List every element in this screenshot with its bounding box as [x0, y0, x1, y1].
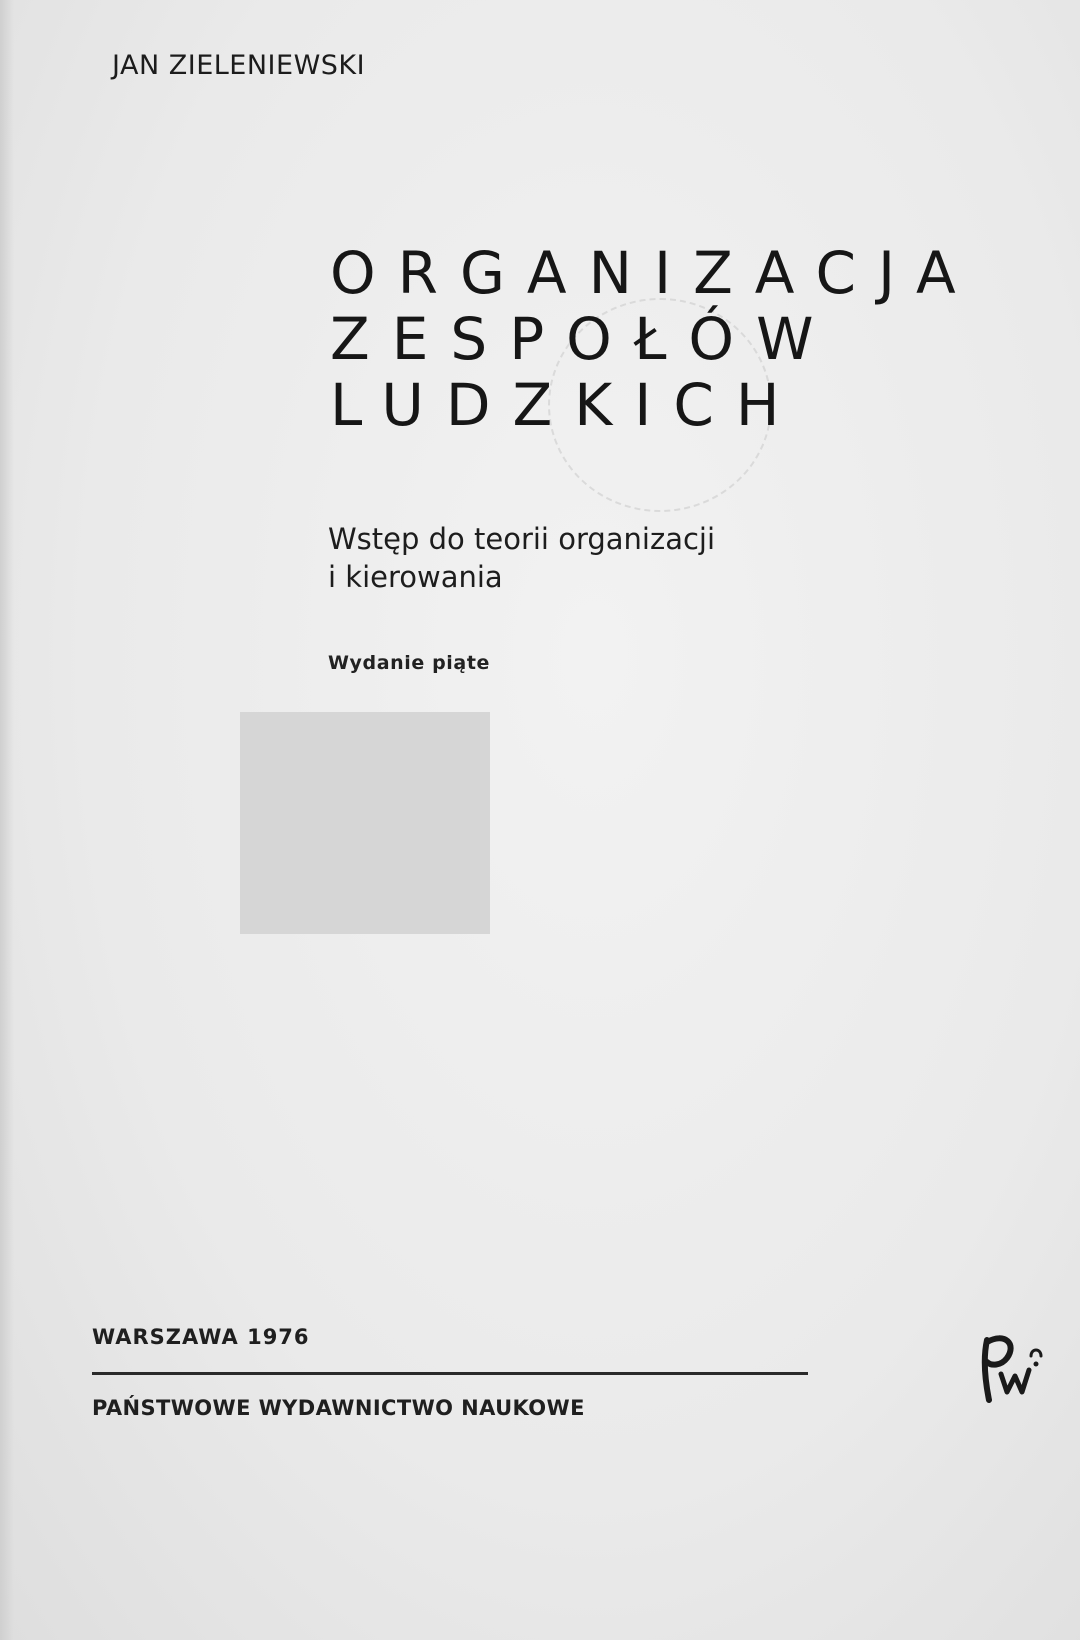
- subtitle-line-1: Wstęp do teorii organizacji: [328, 522, 716, 556]
- place-and-year: WARSZAWA 1976: [92, 1325, 310, 1349]
- publisher-name: PAŃSTWOWE WYDAWNICTWO NAUKOWE: [92, 1396, 585, 1420]
- grey-rectangle-ornament: [240, 712, 490, 934]
- horizontal-rule: [92, 1372, 808, 1375]
- book-title: [330, 240, 1050, 438]
- pwn-logo-icon: [975, 1330, 1045, 1410]
- author-name: JAN ZIELENIEWSKI: [112, 50, 366, 81]
- subtitle-line-2: i kierowania: [328, 560, 503, 594]
- title-line-2: ZESPOŁÓW: [330, 305, 836, 373]
- edition-label: Wydanie piąte: [328, 652, 491, 674]
- title-line-1: ORGANIZACJA: [330, 239, 978, 307]
- title-line-3: LUDZKICH: [330, 371, 802, 439]
- book-subtitle: [328, 520, 828, 596]
